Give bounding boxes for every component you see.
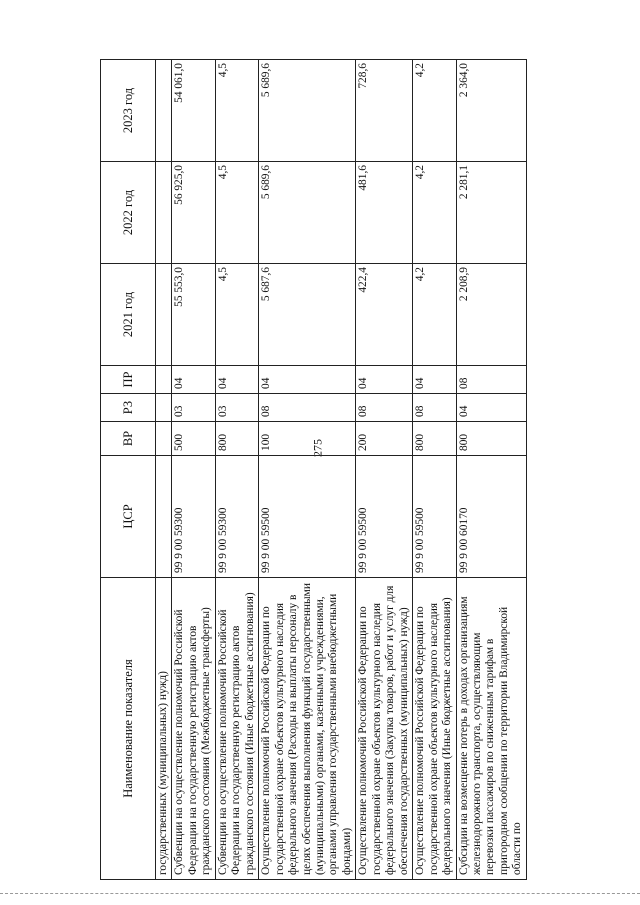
cell-2023: 5 689,6 (259, 60, 356, 162)
cell-name: Осуществление полномочий Российской Федерации по государственной охране объектов культурного наследия федерального значения (Иные бюджетные ассигнования) (413, 578, 456, 880)
cell-2022: 2 281,1 (456, 162, 526, 264)
cell-csr: 99 9 00 59300 (172, 456, 215, 578)
budget-table (100, 59, 527, 880)
cell-pr: 04 (259, 366, 356, 394)
page-number: 275 (310, 439, 325, 457)
cell-2022: 5 689,6 (259, 162, 356, 264)
cell-2021: 2 208,9 (456, 264, 526, 366)
cell-2021: 4,2 (413, 264, 456, 366)
cell-pr: 04 (215, 366, 258, 394)
cell-rz: 08 (356, 394, 413, 422)
cell-vr: 500 (172, 422, 215, 456)
cell-2022: 481,6 (356, 162, 413, 264)
cell-2021: 5 687,6 (259, 264, 356, 366)
cell-pr: 04 (356, 366, 413, 394)
table-row (356, 60, 413, 880)
cell-vr: 800 (456, 422, 526, 456)
header-2021: 2021 год (101, 264, 156, 366)
cell-vr: 200 (356, 422, 413, 456)
cell-rz (156, 394, 172, 422)
table-row (456, 60, 526, 880)
rotated-page-content (100, 62, 630, 880)
cell-2023: 54 061,0 (172, 60, 215, 162)
cell-2021: 422,4 (356, 264, 413, 366)
cell-2022: 4,5 (215, 162, 258, 264)
cell-rz: 03 (215, 394, 258, 422)
table-row (259, 60, 356, 880)
cell-csr (156, 456, 172, 578)
cell-csr: 99 9 00 59500 (259, 456, 356, 578)
cell-2023 (156, 60, 172, 162)
cell-pr: 04 (413, 366, 456, 394)
cell-name: Субвенции на осуществление полномочий Российской Федерации на государственную регистрацию актов гражданского состояния (Иные бюджетные ассигнования) (215, 578, 258, 880)
cell-2021 (156, 264, 172, 366)
cell-2022 (156, 162, 172, 264)
cell-pr: 04 (172, 366, 215, 394)
header-2023: 2023 год (101, 60, 156, 162)
cell-2023: 728,6 (356, 60, 413, 162)
cell-name: Осуществление полномочий Российской Федерации по государственной охране объектов культурного наследия федерального значения (Закупка товаров, работ и услуг для обеспечения государственных (муниципальных) нужд) (356, 578, 413, 880)
cell-rz: 08 (259, 394, 356, 422)
table-row (413, 60, 456, 880)
cell-2023: 4,5 (215, 60, 258, 162)
cell-rz: 04 (456, 394, 526, 422)
header-name: Наименование показателя (101, 578, 156, 880)
cell-rz: 08 (413, 394, 456, 422)
cell-rz: 03 (172, 394, 215, 422)
cell-name: Субсидии на возмещение потерь в доходах организациям железнодорожного транспорта, осуществляющим перевозки пассажиров по сниженным тарифам в пригородном сообщении по территории Владимирской области по (456, 578, 526, 880)
header-pr: ПР (101, 366, 156, 394)
header-csr: ЦСР (101, 456, 156, 578)
cell-2021: 55 553,0 (172, 264, 215, 366)
cell-csr: 99 9 00 59500 (356, 456, 413, 578)
header-vr: ВР (101, 422, 156, 456)
table-header-row (101, 60, 156, 880)
cell-name: Осуществление полномочий Российской Федерации по государственной охране объектов культурного наследия федерального значения (Расходы на выплаты персоналу в целях обеспечения выполнения функций государственными (муниципальными) органами, казенными учреждениями, органами управления государственными внебюджетными фондами) (259, 578, 356, 880)
scan-edge-divider (0, 893, 640, 898)
cell-vr: 100 (259, 422, 356, 456)
header-2022: 2022 год (101, 162, 156, 264)
cell-2022: 4,2 (413, 162, 456, 264)
cell-name: государственных (муниципальных) нужд) (156, 578, 172, 880)
cell-2022: 56 925,0 (172, 162, 215, 264)
cell-2023: 2 364,0 (456, 60, 526, 162)
cell-vr (156, 422, 172, 456)
cell-pr (156, 366, 172, 394)
table-row (172, 60, 215, 880)
cell-csr: 99 9 00 59500 (413, 456, 456, 578)
table-row (156, 60, 172, 880)
table-row (215, 60, 258, 880)
cell-2021: 4,5 (215, 264, 258, 366)
cell-vr: 800 (215, 422, 258, 456)
cell-2023: 4,2 (413, 60, 456, 162)
cell-csr: 99 9 00 60170 (456, 456, 526, 578)
header-rz: РЗ (101, 394, 156, 422)
cell-vr: 800 (413, 422, 456, 456)
cell-pr: 08 (456, 366, 526, 394)
cell-name: Субвенции на осуществление полномочий Российской Федерации на государственную регистрацию актов гражданского состояния (Межбюджетные трансферты) (172, 578, 215, 880)
cell-csr: 99 9 00 59300 (215, 456, 258, 578)
